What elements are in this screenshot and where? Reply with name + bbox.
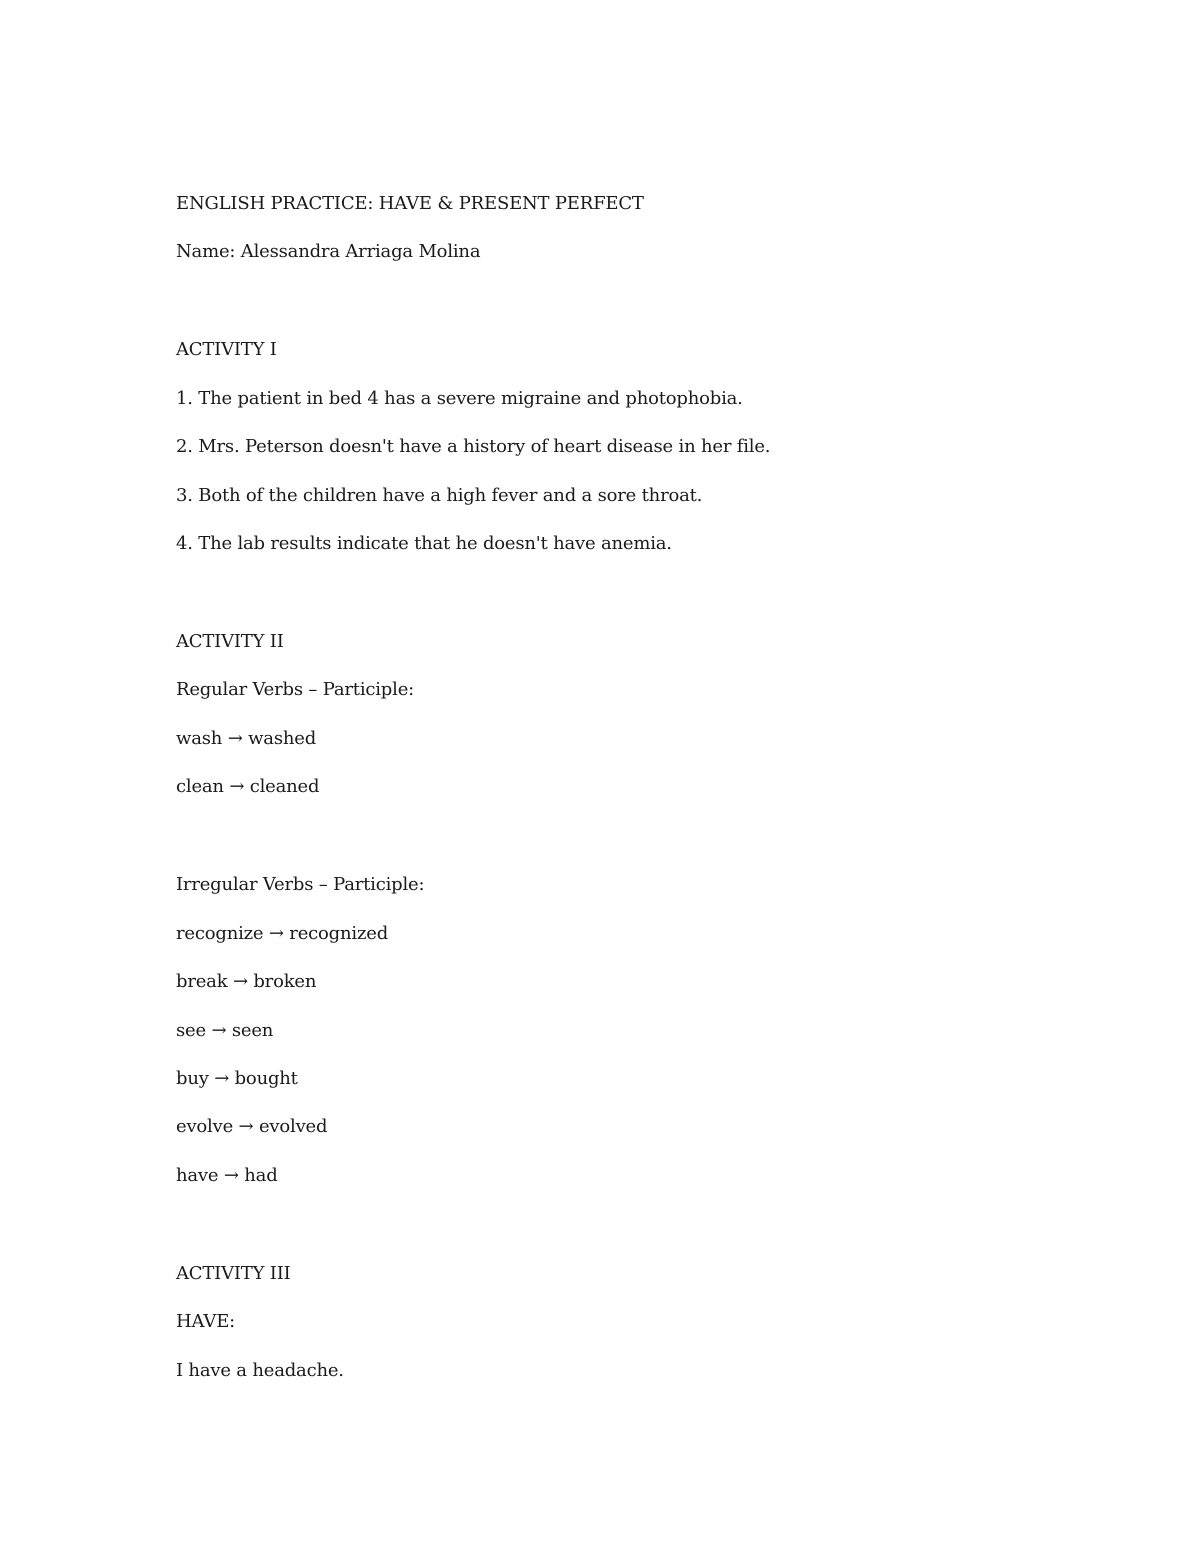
- document-title: ENGLISH PRACTICE: HAVE & PRESENT PERFECT: [176, 193, 644, 214]
- activity-1-heading: ACTIVITY I: [176, 339, 277, 360]
- activity-1-item: 3. Both of the children have a high fever and a sore throat.: [176, 485, 703, 506]
- student-name: Name: Alessandra Arriaga Molina: [176, 241, 481, 262]
- regular-verb-item: clean → cleaned: [176, 776, 320, 797]
- irregular-verbs-heading: Irregular Verbs – Participle:: [176, 874, 425, 895]
- activity-1-item: 4. The lab results indicate that he doesn't have anemia.: [176, 533, 672, 554]
- irregular-verb-item: buy → bought: [176, 1068, 298, 1089]
- regular-verbs-heading: Regular Verbs – Participle:: [176, 679, 415, 700]
- activity-2-heading: ACTIVITY II: [176, 631, 284, 652]
- regular-verb-item: wash → washed: [176, 728, 317, 749]
- irregular-verb-item: see → seen: [176, 1020, 274, 1041]
- have-item: I have a headache.: [176, 1360, 344, 1381]
- activity-1-item: 2. Mrs. Peterson doesn't have a history of heart disease in her file.: [176, 436, 771, 457]
- irregular-verb-item: evolve → evolved: [176, 1116, 328, 1137]
- activity-3-heading: ACTIVITY III: [176, 1263, 291, 1284]
- irregular-verb-item: break → broken: [176, 971, 317, 992]
- irregular-verb-item: have → had: [176, 1165, 278, 1186]
- activity-1-item: 1. The patient in bed 4 has a severe migraine and photophobia.: [176, 388, 743, 409]
- have-heading: HAVE:: [176, 1311, 236, 1332]
- irregular-verb-item: recognize → recognized: [176, 923, 389, 944]
